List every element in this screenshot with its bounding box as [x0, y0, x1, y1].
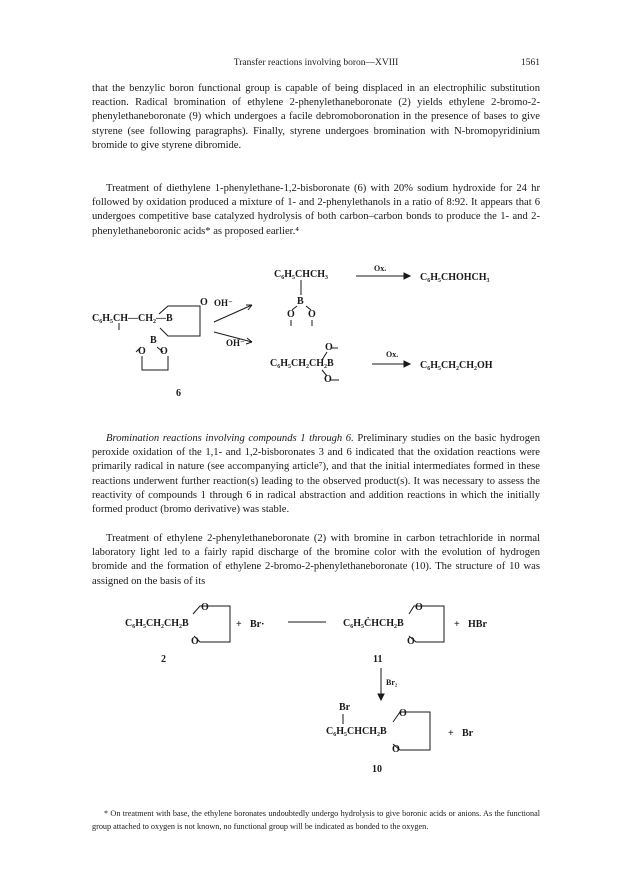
- scheme2-radical: C₆H₅ĊHCH₂B: [343, 618, 404, 629]
- scheme1-reagent-top: OH⁻: [214, 298, 233, 308]
- compound-10-label: 10: [372, 764, 382, 775]
- plus-sign-1: +: [236, 619, 242, 630]
- paragraph-1: that the benzylic boron functional group is capable of being displaced in an electrophilic substitution reaction. Radical bromination of ethylene 2-phenylethaneboronate (2) yields ethylene 2-bromo-2-phenylethaneboronate (9) which undergoes a facile debromoboronation in the presence of bases to give styrene (see following paragraphs). Finally, styrene undergoes bromination with N-bromopyridinium bromide to give styrene dibromide.: [92, 83, 540, 151]
- scheme1-bottom-o2: O: [324, 374, 332, 385]
- compound-11-label: 11: [373, 654, 383, 665]
- scheme2-reactant-ring-o: O: [201, 602, 209, 613]
- scheme1-ox-top: Ox.: [374, 264, 387, 273]
- plus-sign-2: +: [454, 619, 460, 630]
- scheme1-left-ring-b: B: [150, 335, 157, 346]
- scheme2-product-ring-o2: O: [392, 744, 400, 755]
- scheme1-bottom-intermediate: C₆H₅CH₂CH₂B: [270, 358, 334, 369]
- paragraph-2: Treatment of diethylene 1-phenylethane-1,2-bisboronate (6) with 20% sodium hydroxide for 24 hr followed by oxidation produced a mixture of 1- and 2-phenylethanols in a ratio of 8:92. It appears that 6 undergoes competitive base catalyzed hydrolysis of both carbon–carbon bonds to produce the 1- and 2-phenylethaneboronic acids* as proposed earlier.⁴: [92, 183, 540, 237]
- scheme1-left-ring-o1: O: [138, 346, 146, 357]
- scheme1-ox-bottom: Ox.: [386, 350, 399, 359]
- compound-6-label: 6: [176, 388, 181, 399]
- scheme2-radical-ring-o2: O: [407, 636, 415, 647]
- paragraph-4: Treatment of ethylene 2-phenylethaneboronate (2) with bromine in carbon tetrachloride in normal laboratory light led to a fairly rapid discharge of the bromine color with the evolution of hydrogen bromide and the formation of ethylene 2-bromo-2-phenylethaneboronate (10). The structure of 10 was assigned on the basis of its: [92, 533, 540, 587]
- scheme2-product: C₆H₅CHCH₂B: [326, 726, 387, 737]
- plus-sign-3: +: [448, 728, 454, 739]
- bromine-reagent: Br₂: [386, 678, 398, 687]
- scheme2-product-ring-o: O: [399, 708, 407, 719]
- bromine-atom: Br: [462, 728, 474, 739]
- scheme2-radical-ring-o: O: [415, 602, 423, 613]
- compound-2-label: 2: [161, 654, 166, 665]
- product-bromine: Br: [339, 702, 351, 713]
- hydrogen-bromide: HBr: [468, 619, 487, 630]
- bromine-radical: Br·: [250, 619, 265, 630]
- scheme2-reactant-ring-o2: O: [191, 636, 199, 647]
- running-title: Transfer reactions involving boron—XVIII: [233, 58, 399, 68]
- scheme1-bottom-o1: O: [325, 342, 333, 353]
- scheme1-top-o1: O: [287, 309, 295, 320]
- scheme1-top-b: B: [297, 296, 304, 307]
- scheme1-ring-o-top: O: [200, 297, 208, 308]
- scheme1-top-product: C₆H₅CHOHCH₃: [420, 272, 490, 283]
- scheme1-left-ring-o2: O: [160, 346, 168, 357]
- scheme1-top-o2: O: [308, 309, 316, 320]
- scheme2-reactant: C₆H₅CH₂CH₂B: [125, 618, 189, 629]
- scheme1-bottom-product: C₆H₅CH₂CH₂OH: [420, 360, 493, 371]
- paragraph-3-body: Preliminary studies on the basic hydrogen peroxide oxidation of the 1,1- and 1,2-bisboronates 3 and 6 indicated that the oxidation reactions were primarily radical in nature (see accompanying article⁷), and that the initial intermediates formed in these reactions underwent further reaction(s) leading to the observed product(s). It was necessary to assess the reactivity of compounds 1 through 6 in radical abstraction and addition reactions in which the initially formed product (bromo derivative) was stable.: [92, 433, 540, 516]
- page-number: 1561: [521, 58, 540, 68]
- scheme1-top-intermediate: C₆H₅CHCH₃: [274, 269, 328, 280]
- scheme1-reagent-bottom: OH⁻: [226, 338, 245, 348]
- footnote: * On treatment with base, the ethylene boronates undoubtedly undergo hydrolysis to give boronic acids or anions. As the functional group attached to oxygen is not known, no functional group will be indicated as bonded to the oxygen.: [92, 809, 540, 831]
- scheme1-left-chain: C₆H₅CH—CH₂—B: [92, 313, 173, 324]
- section-heading: Bromination reactions involving compounds 1 through 6.: [106, 433, 354, 444]
